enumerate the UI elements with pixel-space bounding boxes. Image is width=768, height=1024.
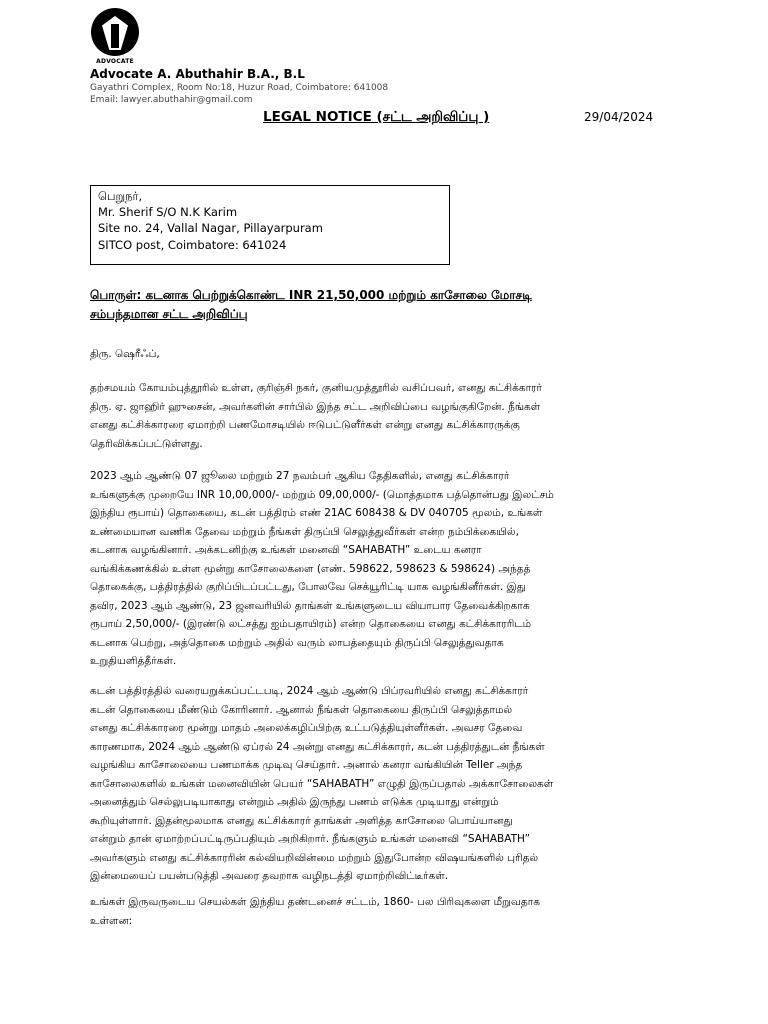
paragraph-line: தவிர, 2023 ஆம் ஆண்டு, 23 ஜனவரியில் தாங்கள் உங்களுடைய வியாபார தேவைக்கிறகாக <box>90 599 530 612</box>
letterhead <box>90 67 388 106</box>
recipient-line: Site no. 24, Vallal Nagar, Pillayarpuram <box>98 221 323 236</box>
paragraph-line: கடனாக வழங்கினார். அக்கடனிற்கு உங்கள் மனைவி “SAHABATH” உடைய கனரா <box>90 544 482 556</box>
paragraph-line: உள்ளன: <box>90 914 133 927</box>
paragraph-line: திரு. ஏ. ஜாஹிர் ஹுசைன், அவர்களின் சார்பில் இந்த சட்ட அறிவிப்பை வழங்குகிறேன். நீங்கள் <box>90 400 541 413</box>
advocate-emblem-icon <box>91 8 139 56</box>
paragraph-line: உங்கள் இருவருடைய செயல்கள் இந்திய தண்டனைச் சட்டம், 1860- பல பிரிவுகளை மீறுவதாக <box>90 896 540 908</box>
logo-caption: ADVOCATE <box>96 58 134 65</box>
paragraph-line: எனது கட்சிக்காரரை ஏமாற்றி பணமோசடியில் ஈடுபட்டுளீர்கள் என்று எனது கட்சிக்காரருக்கு <box>90 419 520 431</box>
paragraph-line: அவர்களும் எனது கட்சிக்காரரின் கல்வியறிவின்மை மற்றும் இதுபோன்ற விஷயங்களில் புரிதல் <box>90 851 539 864</box>
paragraph-cheque-fraud <box>90 682 690 886</box>
advocate-address: Gayathri Complex, Room No:18, Huzur Road, Coimbatore: 641008 <box>90 83 389 93</box>
paragraph-line: இன்மையைப் பயன்படுத்தி அவரை தவறாக வழிநடத்தி ஏமாற்றிவிட்டீர்கள். <box>90 870 449 882</box>
recipient-line: பெறுநர், <box>98 189 143 203</box>
paragraph-line: கடன் பத்திரத்தில் வரையறுக்கப்பட்டபடி, 2024 ஆம் ஆண்டு பிப்ரவரியில் எனது கட்சிக்காரர் <box>90 685 529 697</box>
notice-title: LEGAL NOTICE (சட்ட அறிவிப்பு ) <box>263 109 490 125</box>
paragraph-line: காசோலைகளில் உங்கள் மனைவியின் பெயர் “SAHABATH” எழுதி இருப்பதால் அக்காசோலைகள் <box>90 777 554 790</box>
paragraph-ipc-sections <box>90 893 690 930</box>
paragraph-line: உறுதியளித்தீர்கள். <box>90 655 177 667</box>
subject-line: சம்பந்தமான சட்ட அறிவிப்பு <box>90 307 248 321</box>
paragraph-line: இந்திய ரூபாய்) தொகையை, கடன் பத்திரம் எண் 21AC 608438 & DV 040705 மூலம், உங்கள் <box>90 507 543 519</box>
notice-subject <box>90 286 690 324</box>
paragraph-line: கடன் தொகையை மீண்டும் கோரினார். ஆனால் நீங்கள் தொகையை திருப்பி செலுத்தாமல் <box>90 703 513 716</box>
advocate-logo <box>90 8 140 70</box>
recipient-line: Mr. Sherif S/O N.K Karim <box>98 205 238 220</box>
paragraph-line: உங்களுக்கு முறையே INR 10,00,000/- மற்றும் 09,00,000/- (மொத்தமாக பத்தொன்பது இலட்சம் <box>90 488 554 501</box>
recipient-line: SITCO post, Coimbatore: 641024 <box>98 237 287 252</box>
paragraph-line: ரூபாய் 2,50,000/- (இரண்டு லட்சத்து ஐம்பதாயிரம்) என்ற தொகையை எனது கட்சிக்காரரிடம் <box>90 618 532 630</box>
paragraph-line: காரணமாக, 2024 ஆம் ஆண்டு ஏப்ரல் 24 அன்று எனது கட்சிக்காரர், கடன் பத்திரத்துடன் நீங்கள் <box>90 740 545 753</box>
paragraph-loan-details <box>90 467 690 671</box>
paragraph-line: வழங்கிய காசோலையை பணமாக்க முடிவு செய்தார். அனால் கனரா வங்கியின் Teller அந்த <box>90 759 523 771</box>
paragraph-line: தொகைக்கு, பத்திரத்தில் குறிப்பிடப்பட்டது, போலவே செக்யூரிட்டி யாக வழங்கினீர்கள். இது <box>90 581 526 593</box>
paragraph-intro <box>90 379 690 453</box>
paragraph-line: கடனாக பெற்று, அத்தொகை மற்றும் அதில் வரும் லாபத்தையும் திருப்பி செலுத்துவதாக <box>90 636 504 649</box>
paragraph-line: 2023 ஆம் ஆண்டு 07 ஜூலை மற்றும் 27 நவம்பர் ஆகிய தேதிகளில், எனது கட்சிக்காரர் <box>90 470 510 482</box>
paragraph-line: வங்கிக்கணக்கில் உள்ள மூன்று காசோலைகளை (எண். 598622, 598623 & 598624) அந்தத் <box>90 562 531 575</box>
advocate-email: Email: lawyer.abuthahir@gmail.com <box>90 95 253 105</box>
paragraph-line: தற்சமயம் கோயம்புத்தூரில் உள்ள, குரிஞ்சி நகர், குனியமுத்தூரில் வசிப்பவர், எனது கட்சிக்காரர் <box>90 382 542 394</box>
salutation: திரு. ஷெரீஃப், <box>90 348 160 360</box>
advocate-name: Advocate A. Abuthahir B.A., B.L <box>90 67 305 81</box>
paragraph-line: அனைத்தும் செல்லுபடியாகாது என்றும் அதில் இருந்து பணம் எடுக்க முடியாது என்றும் <box>90 796 499 808</box>
paragraph-line: தெரிவிக்கப்பட்டுள்ளது. <box>90 437 203 450</box>
paragraph-line: எனது கட்சிக்காரரை மூன்று மாதம் அலைக்கழிப்பிற்கு உட்படுத்தியுள்ளீர்கள். அவசர தேவை <box>90 722 523 734</box>
paragraph-line: உண்மையான வணிக தேவை மற்றும் நீங்கள் திருப்பி செலுத்துவீர்கள் என்ற நம்பிக்கையில், <box>90 525 519 538</box>
paragraph-line: என்றும் தான் ஏமாற்றப்பட்டிருப்பதியும் அறிகிறார். நீங்களும் உங்கள் மனைவி “SAHABATH” <box>90 833 531 845</box>
recipient-address-box <box>90 185 450 265</box>
subject-line: பொருள்: கடனாக பெற்றுக்கொண்ட INR 21,50,000 மற்றும் காசோலை மோசடி <box>90 288 532 302</box>
paragraph-line: கூறியுள்ளார். இதன்மூலமாக எனது கட்சிக்காரர் தாங்கள் அளித்த காசோலை பொய்யானது <box>90 814 513 827</box>
notice-date: 29/04/2024 <box>584 110 654 124</box>
